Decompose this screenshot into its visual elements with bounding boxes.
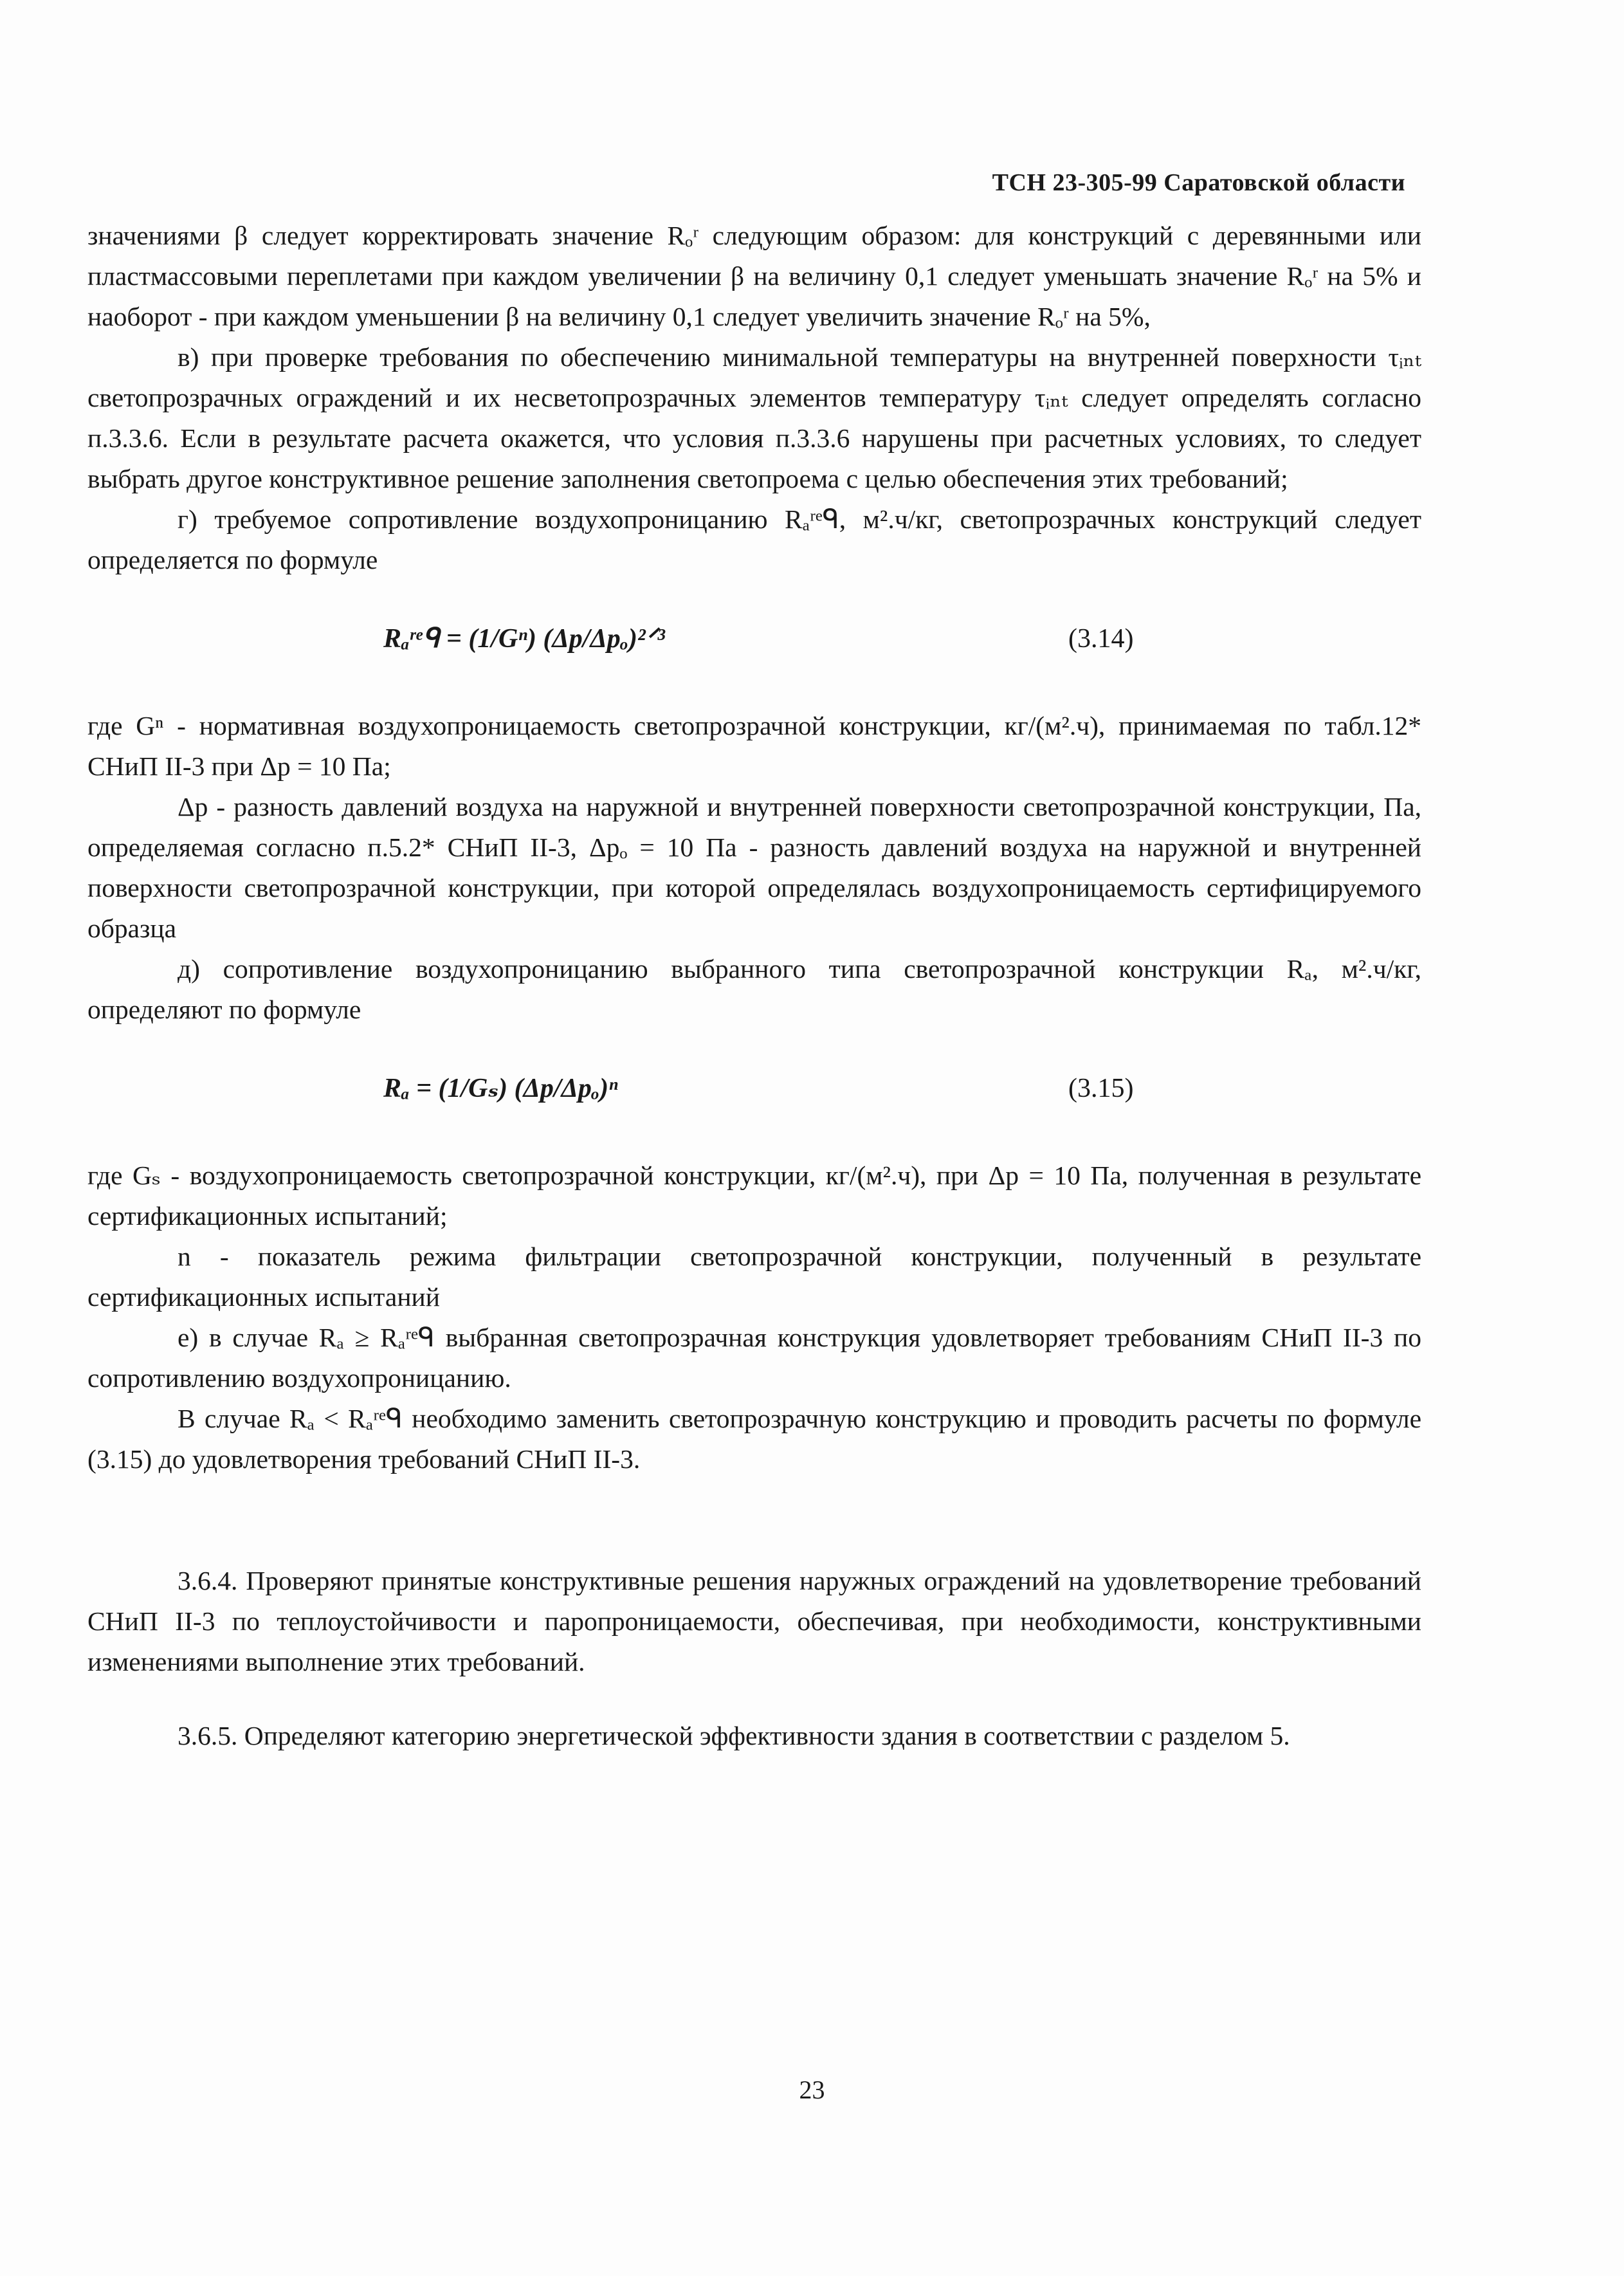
formula-3-14-row xyxy=(87,619,1421,659)
paragraph-3-6-5: 3.6.5. Определяют категорию энергетической эффективности здания в соответствии с разделом 5. xyxy=(178,1721,1290,1750)
formula-3-14: Rₐʳᵉᑫ = (1/Gⁿ) (Δp/Δpₒ)²ᐟ³ xyxy=(383,624,666,654)
paragraph-where-gn: где Gⁿ - нормативная воздухопроницаемость светопрозрачной конструкции, кг/(м².ч), принимаемая по табл.12* СНиП II-3 при Δp = 10 Па; xyxy=(87,711,1421,781)
paragraph-where-dp: Δp - разность давлений воздуха на наружной и внутренней поверхности светопрозрачной конструкции, Па, определяемая согласно п.5.2* СНиП II-3, Δpₒ = 10 Па - разность давлений воздуха на наружной и внутренней поверхности светопрозрачной конструкции, при которой определялась воздухопроницаемость сертифицируемого образца xyxy=(87,792,1421,943)
paragraph-item-e: е) в случае Rₐ ≥ Rₐʳᵉᑫ выбранная светопрозрачная конструкция удовлетворяет требованиям СНиП II-3 по сопротивлению воздухопроницанию. xyxy=(87,1323,1421,1393)
section-gap xyxy=(87,1682,1421,1716)
paragraph-item-v: в) при проверке требования по обеспечению минимальной температуры на внутренней поверхности τᵢₙₜ светопрозрачных ограждений и их несветопрозрачных элементов температуру τᵢₙₜ следует определять согласно п.3.3.6. Если в результате расчета окажется, что условия п.3.3.6 нарушены при расчетных условиях, то следует выбрать другое конструктивное решение заполнения светопроема с целью обеспечения этих требований; xyxy=(87,342,1421,493)
page-body xyxy=(87,216,1421,1756)
equation-number-3-15: (3.15) xyxy=(1068,1074,1134,1103)
equation-number-3-14: (3.14) xyxy=(1068,624,1134,654)
paragraph-where-gs: где Gₛ - воздухопроницаемость светопрозрачной конструкции, кг/(м².ч), при Δp = 10 Па, полученная в результате сертификационных испытаний; xyxy=(87,1161,1421,1231)
paragraph-continuation: значениями β следует корректировать значение Rₒʳ следующим образом: для конструкций с деревянными или пластмассовыми переплетами при каждом увеличении β на величину 0,1 следует уменьшать значение Rₒʳ на 5% и наоборот - при каждом уменьшении β на величину 0,1 следует увеличить значение Rₒʳ на 5%, xyxy=(87,221,1421,331)
formula-3-15: Rₐ = (1/Gₛ) (Δp/Δpₒ)ⁿ xyxy=(383,1074,618,1103)
paragraph-item-g: г) требуемое сопротивление воздухопроницанию Rₐʳᵉᑫ, м².ч/кг, светопрозрачных конструкций следует определяется по формуле xyxy=(87,504,1421,574)
page-header: ТСН 23-305-99 Саратовской области xyxy=(992,169,1405,196)
paragraph-case-less: В случае Rₐ < Rₐʳᵉᑫ необходимо заменить светопрозрачную конструкцию и проводить расчеты по формуле (3.15) до удовлетворения требований СНиП II-3. xyxy=(87,1404,1421,1474)
paragraph-where-n: n - показатель режима фильтрации светопрозрачной конструкции, полученный в результате сертификационных испытаний xyxy=(87,1242,1421,1312)
formula-3-15-row xyxy=(87,1069,1421,1109)
paragraph-item-d: д) сопротивление воздухопроницанию выбранного типа светопрозрачной конструкции Rₐ, м².ч/кг, определяют по формуле xyxy=(87,954,1421,1024)
page-number: 23 xyxy=(799,2075,825,2104)
paragraph-3-6-4: 3.6.4. Проверяют принятые конструктивные решения наружных ограждений на удовлетворение требований СНиП II-3 по теплоустойчивости и паропроницаемости, обеспечивая, при необходимости, конструктивными изменениями выполнение этих требований. xyxy=(87,1566,1421,1676)
section-gap xyxy=(87,1480,1421,1561)
